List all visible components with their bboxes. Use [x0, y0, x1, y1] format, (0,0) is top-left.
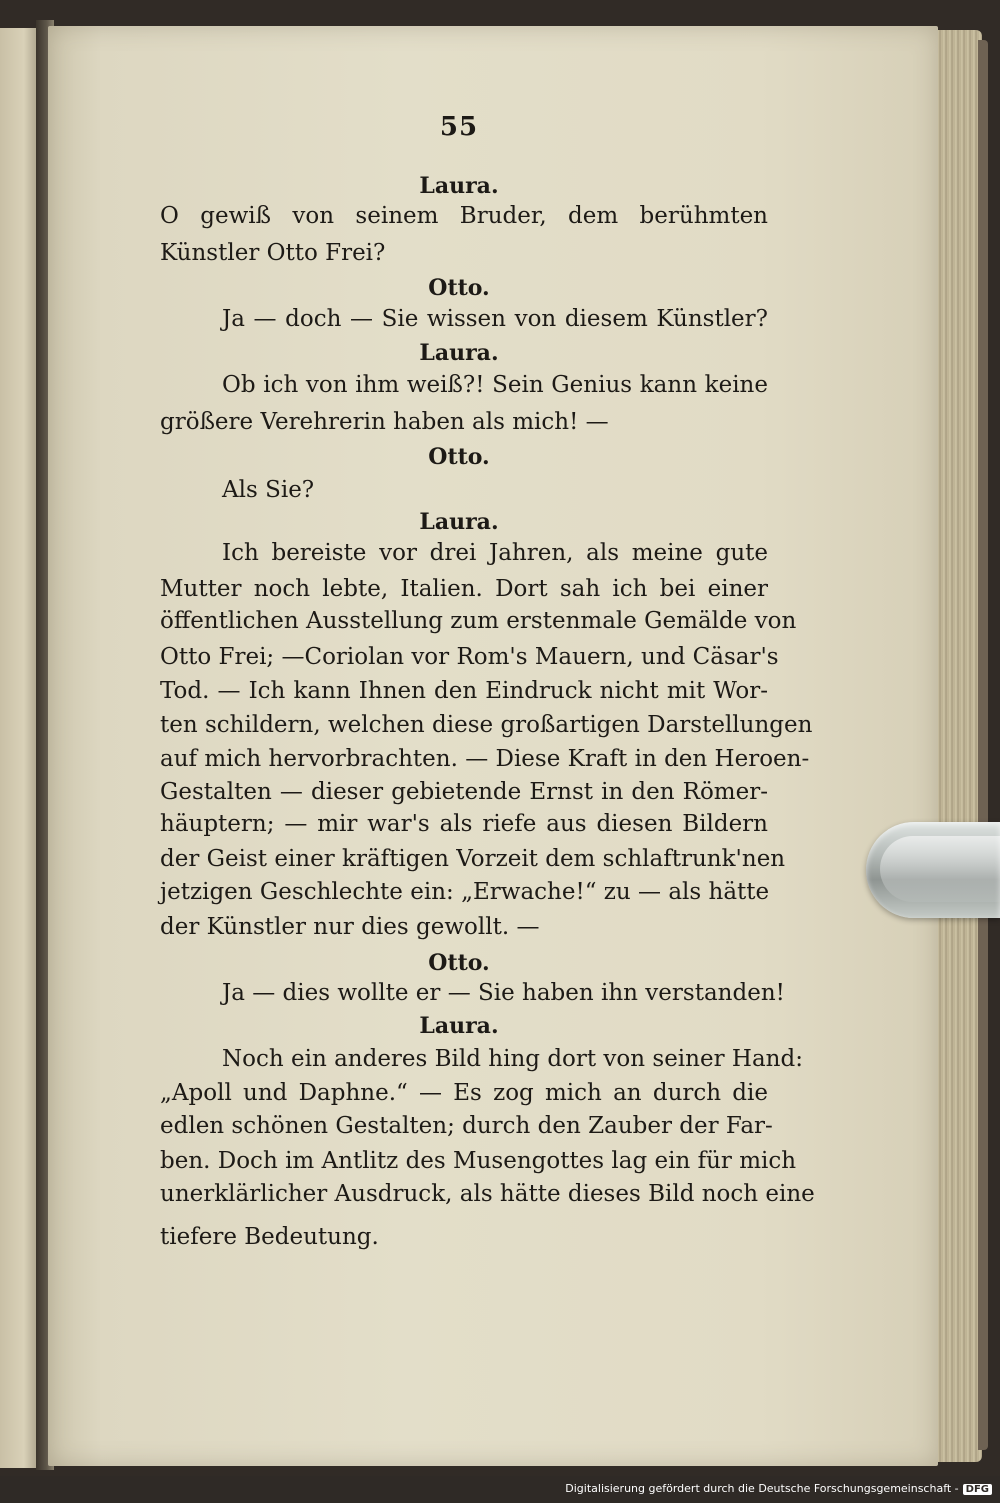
- text-line: Künstler Otto Frei?: [160, 240, 386, 266]
- text-line: Gestalten — dieser gebietende Ernst in den Römer-: [160, 779, 768, 805]
- speaker-name: Otto.: [428, 444, 490, 470]
- text-line: Otto Frei; —Coriolan vor Rom's Mauern, und Cäsar's: [160, 644, 779, 670]
- text-line: öffentlichen Ausstellung zum erstenmale Gemälde von: [160, 608, 797, 634]
- text-line: Noch ein anderes Bild hing dort von seiner Hand:: [222, 1046, 803, 1072]
- page-number: 55: [439, 112, 479, 142]
- text-line: häuptern; — mir war's als riefe aus diesen Bildern: [160, 811, 768, 837]
- speaker-name: Laura.: [419, 173, 499, 199]
- text-line: Ja — dies wollte er — Sie haben ihn verstanden!: [222, 980, 785, 1006]
- text-line: Ob ich von ihm weiß?! Sein Genius kann keine: [222, 372, 768, 398]
- text-line: Ich bereiste vor drei Jahren, als meine gute: [222, 540, 768, 566]
- page-clip-highlight: [880, 836, 1000, 902]
- text-line: Als Sie?: [222, 477, 315, 503]
- text-line: Tod. — Ich kann Ihnen den Eindruck nicht mit Wor-: [160, 678, 768, 704]
- text-line: größere Verehrerin haben als mich! —: [160, 409, 609, 435]
- footer-credit: [565, 1482, 992, 1495]
- speaker-name: Laura.: [419, 340, 499, 366]
- speaker-name: Laura.: [419, 1013, 499, 1039]
- text-line: Mutter noch lebte, Italien. Dort sah ich bei einer: [160, 576, 768, 602]
- text-line: ben. Doch im Antlitz des Musengottes lag ein für mich: [160, 1148, 797, 1174]
- text-line: unerklärlicher Ausdruck, als hätte dieses Bild noch eine: [160, 1181, 815, 1207]
- text-line: „Apoll und Daphne.“ — Es zog mich an durch die: [160, 1080, 768, 1106]
- text-line: tiefere Bedeutung.: [160, 1224, 379, 1250]
- text-line: Ja — doch — Sie wissen von diesem Künstler?: [222, 306, 768, 332]
- speaker-name: Otto.: [428, 950, 490, 976]
- text-line: ten schildern, welchen diese großartigen Darstellungen: [160, 712, 813, 738]
- dfg-logo: DFG: [963, 1484, 992, 1495]
- speaker-name: Laura.: [419, 509, 499, 535]
- footer-credit-text: Digitalisierung gefördert durch die Deutsche Forschungsgemeinschaft -: [565, 1482, 959, 1495]
- text-line: jetzigen Geschlechte ein: „Erwache!“ zu — als hätte: [160, 879, 770, 905]
- text-line: der Künstler nur dies gewollt. —: [160, 914, 540, 940]
- text-line: der Geist einer kräftigen Vorzeit dem schlaftrunk'nen: [160, 846, 786, 872]
- text-line: edlen schönen Gestalten; durch den Zauber der Far-: [160, 1113, 773, 1139]
- text-line: O gewiß von seinem Bruder, dem berühmten: [160, 203, 768, 229]
- text-line: auf mich hervorbrachten. — Diese Kraft in den Heroen-: [160, 746, 810, 772]
- speaker-name: Otto.: [428, 275, 490, 301]
